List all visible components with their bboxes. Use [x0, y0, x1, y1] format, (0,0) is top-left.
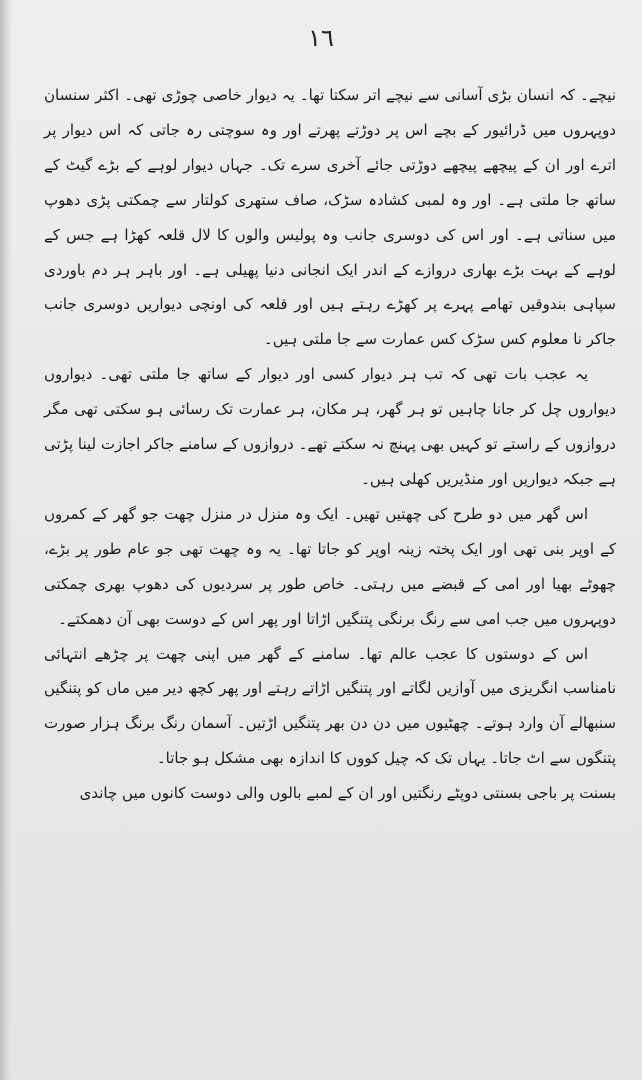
paragraph-5: بسنت پر باجی بسنتی دوپٹے رنگتیں اور ان کے لمبے بالوں والی دوست کانوں میں چاندی: [79, 784, 616, 803]
paragraph-4: اس کے دوستوں کا عجب عالم تھا۔ سامنے کے گھر میں اپنی چھت پر چڑھے انتہائی نامناسب انگریزی میں آوازیں لگاتے اور پتنگیں اڑاتے رہتے اور پھر کچھ دیر میں ماں کو پتنگیں سنبھالے آن وارد ہوتے۔ چھٹیوں میں دن دن بھر پتنگیں اڑتیں۔ آسمان رنگ برنگ ہزار صورت پتنگوں سے اٹ جاتا۔ یہاں تک کہ چیل کووں کا اندازہ بھی مشکل ہو جاتا۔: [44, 644, 616, 768]
paragraph-1: نیچے۔ کہ انسان بڑی آسانی سے نیچے اتر سکتا تھا۔ یہ دیوار خاصی چوڑی تھی۔ اکثر سنسان دوپہروں میں ڈرائیور کے بچے اس پر دوڑتے پھرتے اور وہ سوچتی رہ جاتی کہ اس دیوار پر اترے اور ان کے پیچھے پیچھے دوڑتی جائے آخری سرے تک۔ جہاں دیوار لوہے کے بڑے گیٹ کے ساتھ جا ملتی ہے۔ اور وہ لمبی کشادہ سڑک، صاف ستھری کولتار سے چمکتی پڑی دھوپ میں سناتی ہے۔ اور اس کی دوسری جانب وہ پولیس والوں کا لال قلعہ کھڑا ہے جس کے لوہے کے بہت بڑے بھاری دروازے کے اندر ایک انجانی دنیا پھیلی ہے۔ اور باہر ہر دم باوردی سپاہی بندوقیں تھامے پہرے پر کھڑے رہتے ہیں اور قلعہ کی اونچی دیواریں دوسری جانب جاکر نا معلوم کس سڑک کس عمارت سے جا ملتی ہیں۔: [44, 86, 616, 349]
page-body-text: [44, 78, 616, 811]
paragraph-2: یہ عجب بات تھی کہ تب ہر دیوار کسی اور دیوار کے ساتھ جا ملتی تھی۔ دیواروں دیواروں چل کر جانا چاہیں تو ہر گھر، ہر مکان، ہر عمارت تک رسائی ہو سکتی تھی مگر دروازوں کے راستے تو کہیں بھی پہنچ نہ سکتے تھے۔ دروازوں کے سامنے جاکر اجازت لینا پڑتی ہے جبکہ دیواریں اور منڈیریں کھلی ہیں۔: [44, 365, 616, 488]
paragraph-3: اس گھر میں دو طرح کی چھتیں تھیں۔ ایک وہ منزل در منزل چھت جو گھر کے کمروں کے اوپر بنی تھی اور ایک پختہ زینہ اوپر کو جاتا تھا۔ یہ وہ چھت تھی جو عام طور پر بڑے، چھوٹے بھیا اور امی کے قبضے میں رہتی۔ خاص طور پر سردیوں کی دھوپ بھری چمکتی دوپہروں میں جب امی سے رنگ برنگی پتنگیں اڑاتا اور پھر اس کے دوست بھی آن دھمکتے۔: [44, 504, 616, 628]
page-number: ١٦: [308, 24, 334, 52]
